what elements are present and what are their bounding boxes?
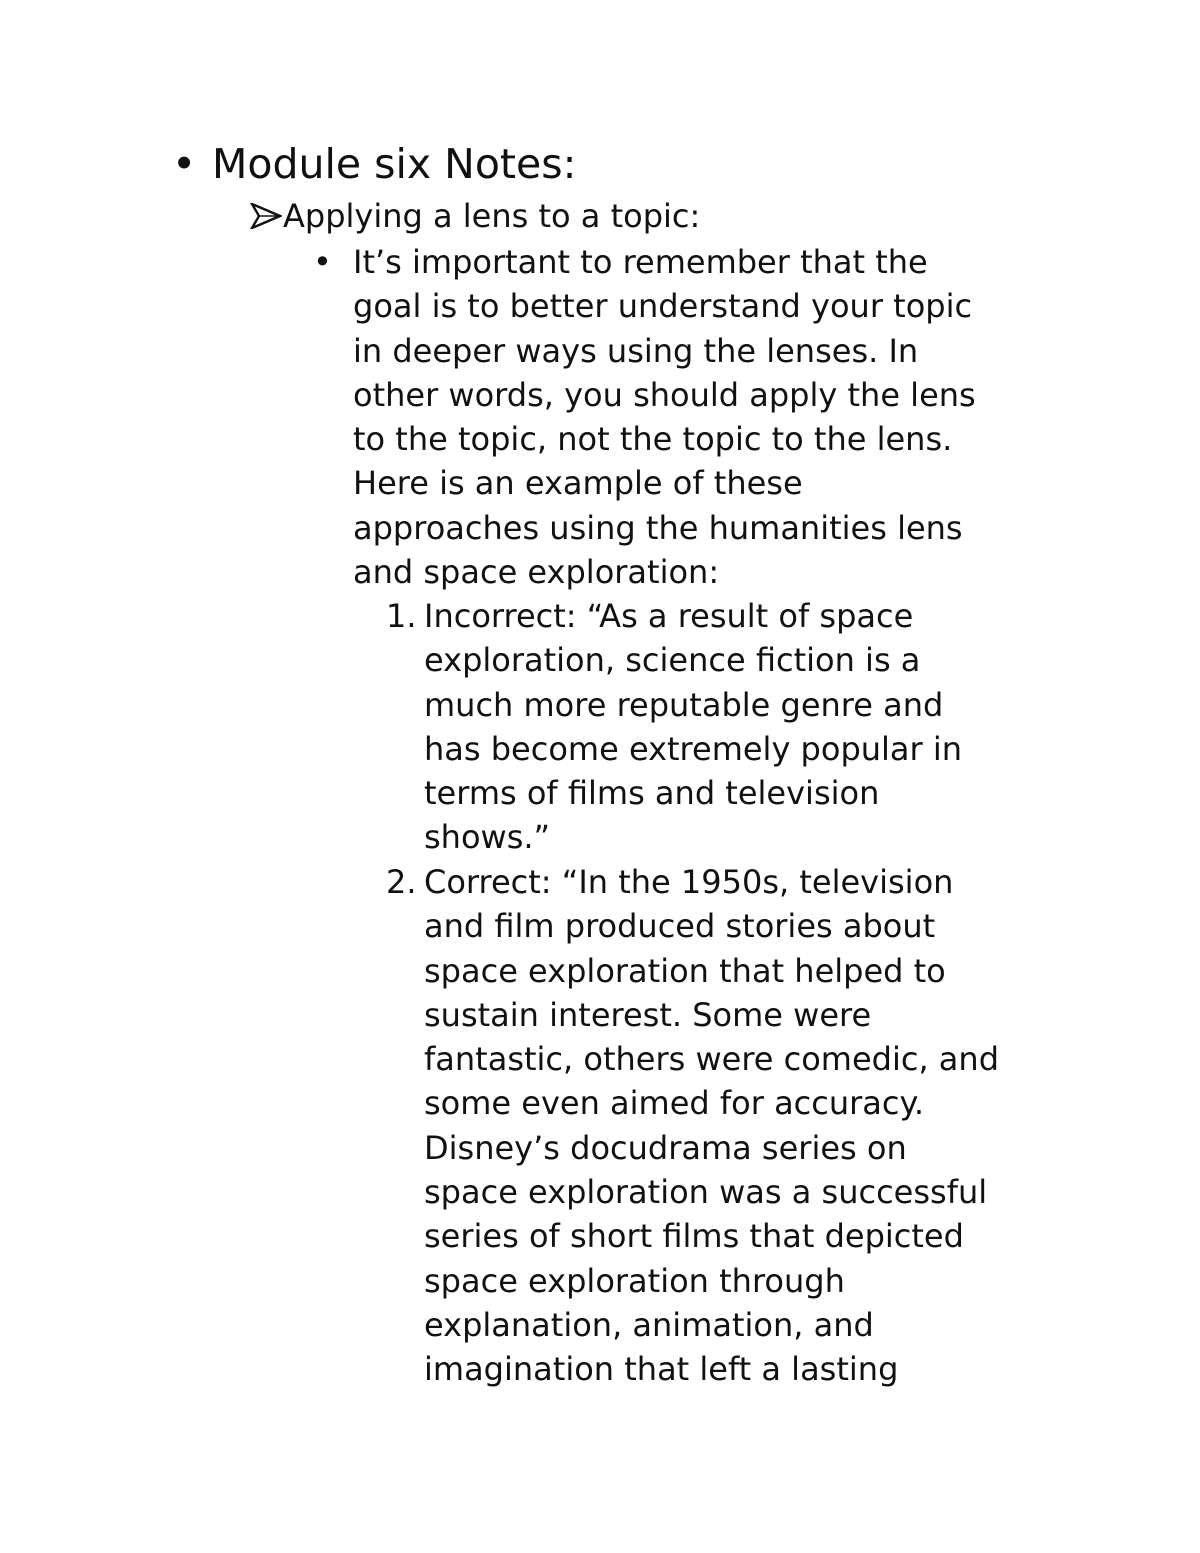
example-number: 1. bbox=[386, 597, 417, 635]
subheading-text: Applying a lens to a topic: bbox=[283, 197, 701, 235]
arrow-bullet-icon bbox=[250, 203, 282, 229]
heading-bullet: • bbox=[172, 140, 197, 188]
main-bullet-text: It’s important to remember that the goal is to better understand your topic in deeper ways using the lenses. In other words, you should apply the lens to the topic, not the topic to the lens. Here is an example of these approaches using the humanities lens and space exploration: bbox=[353, 243, 976, 592]
main-bullet bbox=[313, 240, 1073, 594]
example-item-incorrect bbox=[386, 594, 1086, 860]
heading-text: Module six Notes: bbox=[212, 140, 577, 188]
example-text: Incorrect: “As a result of space exploration, science fiction is a much more reputable genre and has become extremely popular in terms of films and television shows.” bbox=[424, 597, 963, 857]
example-number: 2. bbox=[386, 863, 417, 901]
main-bullet-marker: • bbox=[313, 243, 332, 281]
example-item-correct bbox=[386, 860, 1086, 1392]
example-text: Correct: “In the 1950s, television and film produced stories about space exploration that helped to sustain interest. Some were fantastic, others were comedic, and some even aimed for accuracy. Disney’s docudrama series on space exploration was a successful series of short films that depicted space exploration through explanation, animation, and imagination that left a lasting bbox=[424, 863, 999, 1389]
